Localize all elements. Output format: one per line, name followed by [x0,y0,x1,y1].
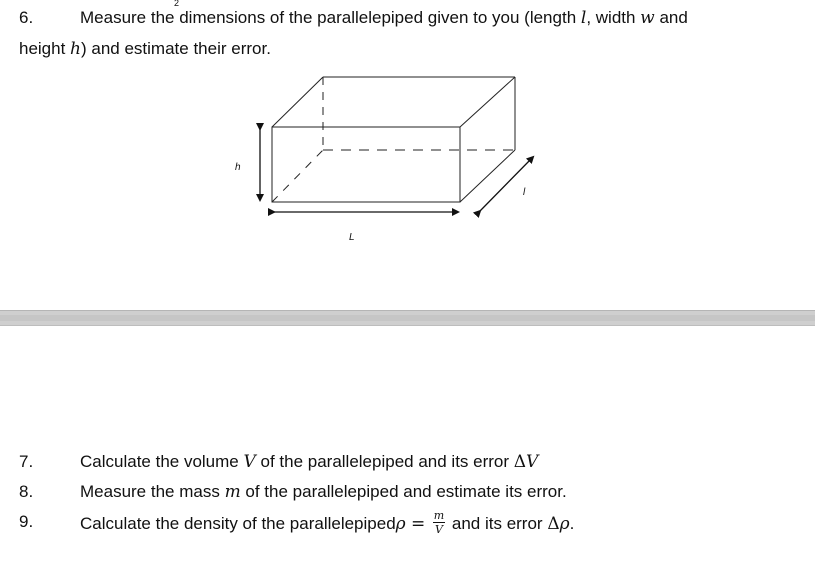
question-text: Calculate the density of the parallelepipedρ = $\frac{m}{V}$ and its error Δρ. [80,509,575,536]
question-text: Calculate the volume V of the parallelepiped and its error ΔV [80,452,539,472]
page-break [0,310,815,326]
question-number: 9. [19,512,34,531]
question-text: Measure the dimensions of the parallelepiped given to you (length l, width w and [80,8,688,28]
width-arrow [480,157,533,211]
density-fraction: $\frac{m}{V}$ [433,509,445,536]
question-number: 6. [19,8,34,27]
parallelepiped-figure [230,70,550,250]
label-L: L [349,232,355,243]
question-text: Measure the mass m of the parallelepiped and estimate its error. [80,482,567,502]
front-face [272,127,460,202]
page-mark: 2 [174,0,180,8]
question-number: 8. [19,482,34,501]
question-number: 7. [19,452,34,471]
question-text-line2: height h) and estimate their error. [19,39,271,59]
label-h: h [235,162,241,173]
label-l: l [523,187,526,198]
